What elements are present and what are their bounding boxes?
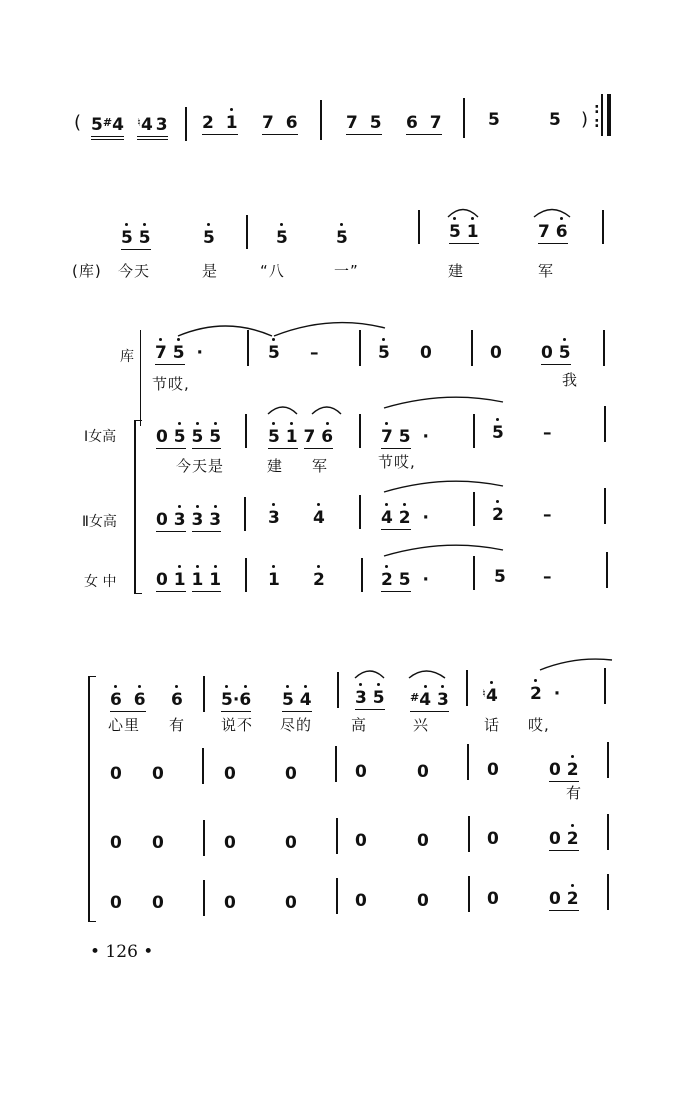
lyric: 尽的 <box>280 716 313 734</box>
intro-bar3-group2 <box>406 113 442 133</box>
bar-line <box>203 820 205 856</box>
dot: · <box>422 508 429 528</box>
rest: 0 <box>487 889 499 909</box>
note: 5 <box>268 343 280 363</box>
note: 5 <box>398 427 411 447</box>
part-label-soprano1: Ⅰ女高 <box>84 429 117 445</box>
note: 2 <box>530 684 542 704</box>
bar-line <box>247 330 249 366</box>
pickup-group <box>549 889 579 909</box>
tie <box>384 545 503 556</box>
rest: 0 <box>355 762 367 782</box>
slur <box>268 407 297 414</box>
note: 4 <box>140 115 153 135</box>
bar-line <box>246 215 248 249</box>
lyric: 今天是 <box>176 457 225 475</box>
sharp-icon: # <box>102 116 113 129</box>
bar-line <box>602 210 604 244</box>
bar-line <box>473 492 475 526</box>
natural-icon: ♮ <box>482 687 486 700</box>
note: 7 <box>429 113 442 133</box>
rest: 0 <box>224 764 236 784</box>
tie <box>384 397 503 408</box>
note: 2 <box>381 570 393 590</box>
note: 2 <box>566 829 579 849</box>
note: 3 <box>191 510 204 530</box>
note: 5 <box>268 427 280 447</box>
note: 1 <box>191 570 204 590</box>
pickup-group <box>549 760 579 780</box>
note: 5 <box>449 222 461 242</box>
bar-line <box>202 748 204 784</box>
note: 2 <box>398 508 411 528</box>
bar-line <box>463 98 465 138</box>
note: 5 <box>369 113 382 133</box>
rest: 0 <box>224 833 236 853</box>
bar-line <box>359 330 361 366</box>
lyric: 建 <box>267 457 284 475</box>
dash: – <box>310 343 319 363</box>
note: 2 <box>202 113 214 133</box>
slur <box>534 210 570 218</box>
slur <box>355 671 384 678</box>
intro-bar2-group <box>202 113 238 133</box>
bar-line <box>471 330 473 366</box>
note: 6 <box>406 113 418 133</box>
note: 7 <box>262 113 274 133</box>
bar-line <box>245 414 247 448</box>
slur <box>448 210 478 218</box>
tie <box>540 659 612 670</box>
note: 7 <box>155 343 167 363</box>
s1-group3 <box>381 427 429 447</box>
bar-line <box>468 816 470 852</box>
ku-pickup <box>541 343 571 363</box>
s2-group <box>156 510 221 530</box>
note: 5 <box>488 110 500 130</box>
alto-group3 <box>381 570 429 590</box>
system-bracket <box>134 420 142 594</box>
bar-line <box>320 100 322 140</box>
note: 3 <box>268 508 280 528</box>
dot: · <box>196 343 203 363</box>
rest: 0 <box>490 343 502 363</box>
bar-line <box>607 742 609 778</box>
note: 5 <box>549 110 561 130</box>
lyric: 高 <box>351 716 368 734</box>
tie <box>178 326 272 336</box>
note: 4 <box>313 508 325 528</box>
rest: 0 <box>156 510 168 530</box>
bar-line <box>473 556 475 590</box>
note: 3 <box>355 688 367 708</box>
bar-line <box>604 406 606 442</box>
bar-line <box>337 672 339 708</box>
slur <box>312 407 341 414</box>
note: 7 <box>381 427 393 447</box>
note: 2 <box>492 505 504 525</box>
note <box>276 228 288 248</box>
lyric: “八 <box>260 262 285 280</box>
note: 5 <box>558 343 571 363</box>
note: 4 <box>419 690 432 710</box>
note: 3 <box>436 690 449 710</box>
s2-group3 <box>381 508 429 528</box>
part-label-alto: 女 中 <box>84 574 117 590</box>
note <box>171 690 183 710</box>
lyric: 是 <box>202 262 219 280</box>
lyric: 节哎, <box>152 375 190 393</box>
alto-group <box>156 570 221 590</box>
note: 5 <box>398 570 411 590</box>
note <box>268 508 280 528</box>
bar-line <box>203 880 205 916</box>
tie <box>384 481 503 492</box>
top-group4 <box>355 688 385 708</box>
note: 6 <box>321 427 334 447</box>
lyric: 节哎, <box>378 453 416 471</box>
dot: · <box>232 690 240 710</box>
bar-line <box>418 210 420 244</box>
note: 7 <box>346 113 358 133</box>
note: 2 <box>313 570 325 590</box>
note: 5 <box>172 343 185 363</box>
solo-slur-group <box>449 222 479 242</box>
note: 4 <box>112 115 124 135</box>
bar-line <box>603 330 605 366</box>
rest: 0 <box>285 893 297 913</box>
note: 3 <box>209 510 222 530</box>
note <box>313 508 325 528</box>
intro-open-paren: ( <box>74 112 82 133</box>
top-group3 <box>282 690 312 710</box>
note: 5 <box>203 228 215 248</box>
note: 5 <box>282 690 294 710</box>
bar-line <box>203 676 205 712</box>
lyric: 话 <box>484 716 501 734</box>
note: 2 <box>566 889 579 909</box>
final-bar-line <box>607 94 611 136</box>
dot: · <box>422 427 429 447</box>
lyric: 建 <box>448 262 465 280</box>
note: 5 <box>209 427 222 447</box>
note <box>492 505 504 525</box>
top-group7 <box>530 684 560 704</box>
ku-group <box>155 343 203 363</box>
slur <box>409 671 445 678</box>
bar-line <box>361 558 363 592</box>
note: 2 <box>566 760 579 780</box>
note: 5 <box>336 228 348 248</box>
lyric: 兴 <box>413 716 430 734</box>
s1-slur-group <box>268 427 333 447</box>
note <box>268 570 280 590</box>
bar-line <box>467 744 469 780</box>
note <box>268 343 280 363</box>
page-number: • 126 • <box>90 942 154 962</box>
note: 5 <box>173 427 186 447</box>
note: 6 <box>110 690 122 710</box>
bar-line <box>468 876 470 912</box>
rest: 0 <box>420 343 432 363</box>
note: 6 <box>555 222 568 242</box>
note: 6 <box>239 690 252 710</box>
top-group2 <box>221 690 251 710</box>
note <box>336 228 348 248</box>
note: 5 <box>378 343 390 363</box>
rest: 0 <box>152 764 164 784</box>
bar-line <box>607 874 609 910</box>
note: 4 <box>381 508 393 528</box>
rest: 0 <box>156 427 168 447</box>
bar-line <box>335 746 337 782</box>
rest: 0 <box>156 570 168 590</box>
note: 3 <box>173 510 186 530</box>
lyric: 心里 <box>108 716 141 734</box>
lyric: 我 <box>562 371 579 389</box>
bar-line <box>607 814 609 850</box>
dash: – <box>543 567 552 587</box>
lyric: 军 <box>538 262 555 280</box>
staff-line <box>140 330 141 426</box>
note: 5 <box>492 423 504 443</box>
rest: 0 <box>417 762 429 782</box>
bar-line <box>601 94 603 136</box>
lyric: 说不 <box>221 716 254 734</box>
note: 3 <box>155 115 168 135</box>
note <box>203 228 215 248</box>
note: 5 <box>91 115 103 135</box>
rest: 0 <box>224 893 236 913</box>
note: 7 <box>303 427 316 447</box>
lyric: 哎, <box>528 716 550 734</box>
rest: 0 <box>549 889 561 909</box>
bar-line <box>473 414 475 448</box>
rest: 0 <box>110 833 122 853</box>
bar-line <box>336 818 338 854</box>
intro-bar2-group2 <box>262 113 298 133</box>
rest: 0 <box>549 829 561 849</box>
note: 5 <box>221 690 233 710</box>
dot: · <box>553 684 561 704</box>
note: 1 <box>173 570 186 590</box>
dash: – <box>543 505 552 525</box>
top-group5 <box>410 688 449 710</box>
rest: 0 <box>355 831 367 851</box>
solo-group <box>121 228 151 248</box>
bar-line <box>604 668 606 704</box>
bar-line <box>244 497 246 531</box>
rest: 0 <box>487 760 499 780</box>
note: 6 <box>133 690 146 710</box>
rest: 0 <box>152 833 164 853</box>
note: 4 <box>485 686 498 706</box>
singer-prefix: (库) <box>72 262 102 280</box>
note: 5 <box>372 688 385 708</box>
part-label-ku: 库 <box>120 349 134 365</box>
intro-bar1-group2 <box>137 113 168 135</box>
note: 5 <box>191 427 204 447</box>
note <box>313 570 325 590</box>
top-group6 <box>482 684 498 706</box>
rest: 0 <box>285 833 297 853</box>
note <box>378 343 390 363</box>
intro-bar3-group <box>346 113 382 133</box>
bar-line <box>606 552 608 588</box>
intro-bar1-group <box>91 113 124 135</box>
rest: 0 <box>355 891 367 911</box>
bar-line <box>466 670 468 706</box>
rest: 0 <box>417 831 429 851</box>
repeat-dots: : : <box>594 101 600 131</box>
note: 5 <box>276 228 288 248</box>
lyric: 一” <box>334 262 359 280</box>
bar-line <box>359 495 361 529</box>
part-label-soprano2: Ⅱ女高 <box>82 514 117 530</box>
natural-icon: ♮ <box>137 116 141 129</box>
note <box>492 423 504 443</box>
lyric: 军 <box>312 457 329 475</box>
s1-group <box>156 427 221 447</box>
note: 6 <box>171 690 183 710</box>
bar-line <box>604 488 606 524</box>
bar-line <box>359 414 361 448</box>
lyric: 有 <box>566 784 583 802</box>
top-group <box>110 690 146 710</box>
rest: 0 <box>549 760 561 780</box>
rest: 0 <box>417 891 429 911</box>
bar-line <box>185 107 187 141</box>
note: 5 <box>138 228 151 248</box>
note: 6 <box>285 113 298 133</box>
note: 5 <box>494 567 506 587</box>
lyric: 有 <box>169 716 186 734</box>
dot: · <box>422 570 429 590</box>
intro-close-paren: ) <box>581 109 589 130</box>
bar-line <box>336 878 338 914</box>
rest: 0 <box>152 893 164 913</box>
note: 1 <box>285 427 298 447</box>
note: 1 <box>268 570 280 590</box>
note: 1 <box>225 113 238 133</box>
dash: – <box>543 423 552 443</box>
note: 1 <box>466 222 479 242</box>
rest: 0 <box>487 829 499 849</box>
rest: 0 <box>110 893 122 913</box>
lyric: 今天 <box>118 262 151 280</box>
rest: 0 <box>541 343 553 363</box>
note: 5 <box>121 228 133 248</box>
rest: 0 <box>285 764 297 784</box>
solo-slur-group2 <box>538 222 568 242</box>
system-bracket <box>88 676 96 922</box>
rest: 0 <box>110 764 122 784</box>
note: 7 <box>538 222 550 242</box>
pickup-group <box>549 829 579 849</box>
note: 1 <box>209 570 222 590</box>
sharp-icon: # <box>410 691 420 704</box>
tie <box>274 323 385 336</box>
note: 4 <box>299 690 312 710</box>
bar-line <box>245 558 247 592</box>
